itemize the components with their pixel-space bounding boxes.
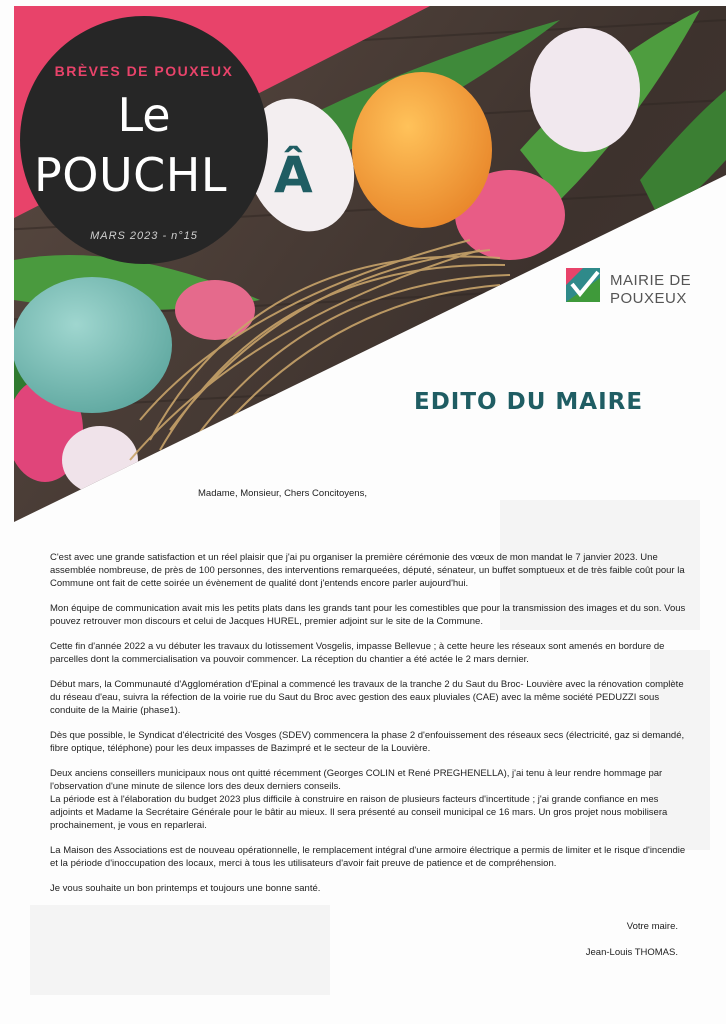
salutation: Madame, Monsieur, Chers Concitoyens, xyxy=(198,488,367,499)
edito-paragraph: Début mars, la Communauté d'Agglomération d'Epinal a commencé les travaux de la tranche 2 du Saut du Broc- Louvière avec la rénovation complète du réseau d'eau, suivra la réfection de la voirie rue du Saut du Broc avec gestion des eaux pluviales (CAE) avec la même société PEDUZZI sous conduite de la Mairie (phase1). xyxy=(50,679,684,716)
edito-paragraph: Mon équipe de communication avait mis les petits plats dans les grands tant pour les comestibles que pour la transmission des images et du son. Vous pouvez retrouver mon discours et celui de Jacques HUREL, premier adjoint sur le site de la Commune. xyxy=(50,603,686,627)
edito-paragraph: La période est à l'élaboration du budget 2023 plus difficile à construire en raison de plusieurs facteurs d'incertitude ; j'ai grande confiance en mes adjoints et Madame la Secrétaire Générale pour le bâtir au mieux. Il sera présenté au conseil municipal ce 16 mars. Un gros projet nous mobilisera prochainement, je vous en reparlerai. xyxy=(50,794,668,831)
mairie-name xyxy=(610,272,726,308)
mairie-name-line2: POUXEUX xyxy=(610,290,687,307)
edito-paragraph: C'est avec une grande satisfaction et un réel plaisir que j'ai pu organiser la première cérémonie des vœux de mon mandat le 7 janvier 2023. Une assemblée nombreuse, de près de 100 personnes, des interventions remarqueées, député, sénateur, un buffet somptueux et de très faible coût pour la Commune ont fait de cette soirée un évènement de qualité dont j'entends encore parler aujourd'hui. xyxy=(50,552,685,589)
edito-paragraph: Deux anciens conseillers municipaux nous ont quitté récemment (Georges COLIN et René PREGHENELLA), j'ai tenu à leur rendre hommage par l'observation d'une minute de silence lors des deux derniers conseils. xyxy=(50,768,663,792)
newsletter-title-accent: Â xyxy=(274,146,313,204)
edito-paragraph: Je vous souhaite un bon printemps et toujours une bonne santé. xyxy=(50,883,321,894)
edito-heading: EDITO DU MAIRE xyxy=(414,389,644,415)
edito-paragraph: Cette fin d'année 2022 a vu débuter les travaux du lotissement Vosgelis, impasse Bellevue ; à cette heure les réseaux sont amenés en bordure de parcelles dont la commercialisation va pouvoir commencer. La réception du chantier a été actée le 2 mars dernier. xyxy=(50,641,665,665)
edito-body xyxy=(50,551,686,907)
masthead-kicker: BRÈVES DE POUXEUX xyxy=(54,63,234,79)
newsletter-title-line1: Le xyxy=(117,88,171,142)
edito-paragraph: La Maison des Associations est de nouveau opérationnelle, le remplacement intégral d'une armoire électrique a permis de limiter et le risque d'incendie et la période d'inoccupation des locaux, merci à tous les utilisateurs d'avoir fait preuve de patience et de compréhension. xyxy=(50,845,686,869)
mairie-checkmark-logo-icon xyxy=(566,268,600,302)
mayor-signature: Jean-Louis THOMAS. xyxy=(585,947,678,958)
newsletter-title-line2: POUCHL xyxy=(34,148,227,202)
edito-paragraph: Dès que possible, le Syndicat d'électricité des Vosges (SDEV) commencera la phase 2 d'enfouissement des réseaux secs (électricité, gaz si demandé, fibre optique, téléphone) pour les deux impasses de Bazimpré et le secteur de la Louvière. xyxy=(50,730,685,754)
closing-line: Votre maire. xyxy=(626,921,678,932)
issue-number: MARS 2023 - n°15 xyxy=(90,230,198,242)
mairie-name-line1: MAIRIE DE xyxy=(610,272,692,289)
